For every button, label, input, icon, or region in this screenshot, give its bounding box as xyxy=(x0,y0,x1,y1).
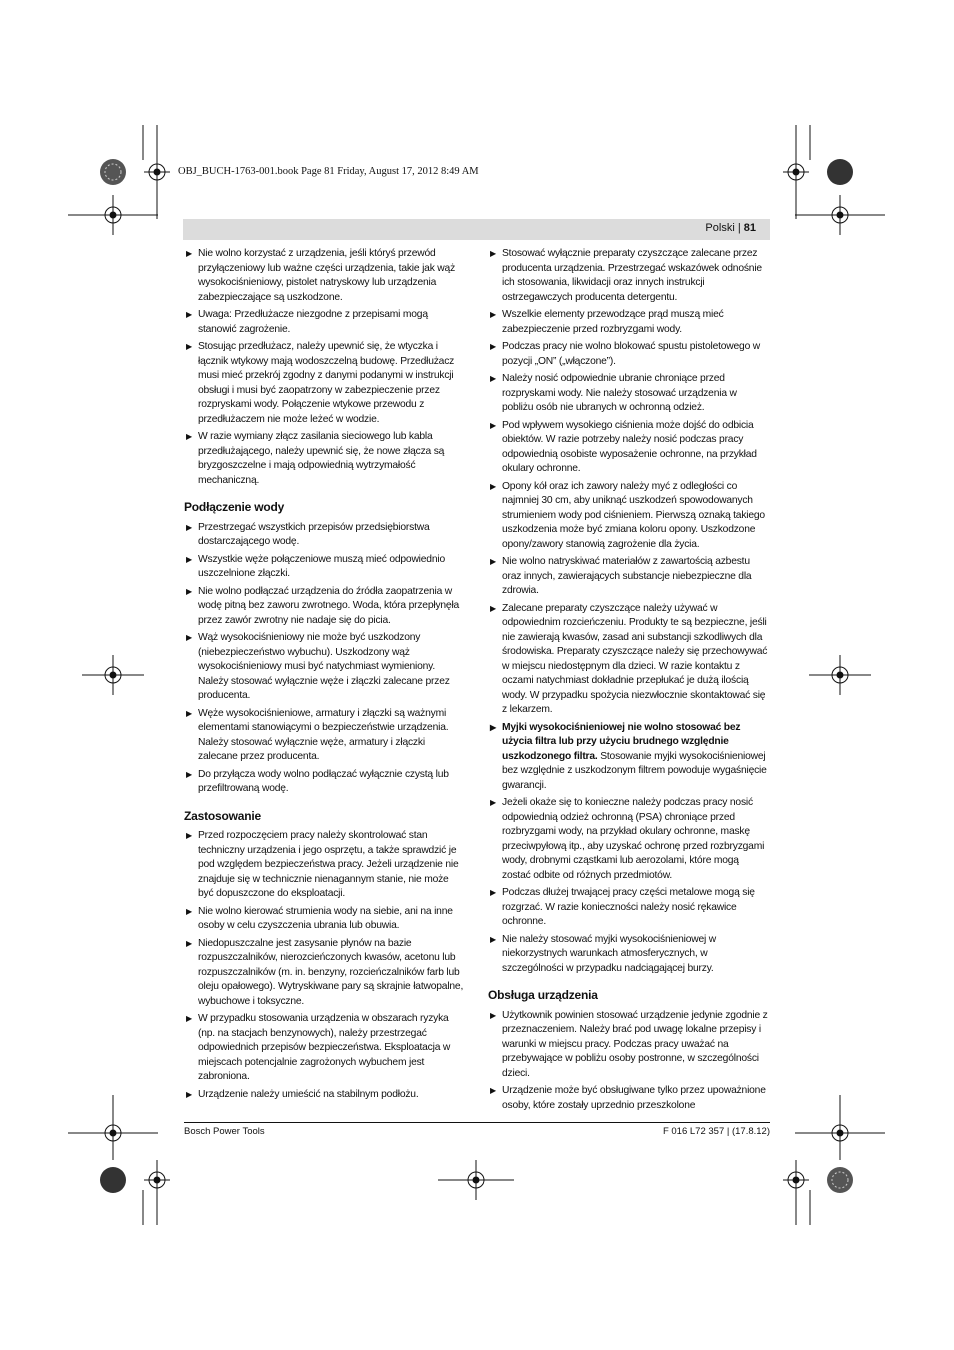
list-item: ▶ Uwaga: Przedłużacze niezgodne z przepisami mogą stanowić zagrożenie. xyxy=(186,309,428,335)
list-item: ▶ Do przyłącza wody wolno podłączać wyłącznie czystą lub przefiltrowaną wodę. xyxy=(186,768,449,794)
left-column xyxy=(184,247,466,1105)
bullet-icon: ▶ xyxy=(186,906,192,916)
crosshair-mark-icon xyxy=(144,1160,170,1225)
crosshair-mark-icon xyxy=(809,655,871,695)
bullet-icon: ▶ xyxy=(490,249,496,258)
header-language: Polski xyxy=(705,222,735,234)
page-header xyxy=(183,219,770,240)
list-item: ▶ W razie wymiany złącz zasilania sieciowego lub kabla przedłużającego, należy upewnić się, że nowe złącza są bryzgoszczelne i mają odpowiednią wytrzymałość mechaniczną. xyxy=(186,431,445,486)
list-item: ▶ Wszelkie elementy przewodzące prąd muszą mieć zabezpieczenie przed rozbryzgami wody. xyxy=(490,309,724,335)
bullet-icon: ▶ xyxy=(490,603,496,613)
list-item: ▶ Przestrzegać wszystkich przepisów przedsiębiorstwa dostarczającego wodę. xyxy=(186,521,430,547)
list-item: ▶ Podczas dłużej trwającej pracy części metalowe mogą się rozgrzać. W razie konieczności należy nosić rękawice ochronne. xyxy=(490,887,755,927)
list-item: ▶ Nie wolno natryskiwać materiałów z zawartością azbestu oraz innych, zawierających substancje niebezpieczne dla zdrowia. xyxy=(490,556,752,596)
list-item: ▶ Niedopuszczalne jest zasysanie płynów na bazie rozpuszczalników, nierozcieńczonych kwasów, acetonu lub rozpuszczalników (m. in. benzyny, rozcieńczalników farb lub oleju opałowego). Wytryskiwane pary są skrajnie łatwopalne, wybuchowe i toksyczne. xyxy=(186,937,464,1007)
list-item: ▶ Wszystkie węże połączeniowe muszą mieć odpowiednio uszczelnione złączki. xyxy=(186,553,445,579)
list-item: ▶ Nie wolno podłączać urządzenia do źródła zaopatrzenia w wodę pitną bez zaworu zwrotnego. Woda, która przepłynęła przez zawór zwrotny nie nadaje się do picia. xyxy=(186,585,460,626)
bullet-icon: ▶ xyxy=(490,1086,496,1095)
bullet-icon: ▶ xyxy=(186,1089,192,1099)
footer-publisher: Bosch Power Tools xyxy=(184,1126,265,1137)
bullet-icon: ▶ xyxy=(186,310,192,319)
bullet-icon: ▶ xyxy=(186,938,192,948)
bullet-icon: ▶ xyxy=(490,934,496,944)
section-heading-water: Podłączenie wody xyxy=(184,500,285,514)
bullet-icon: ▶ xyxy=(186,249,192,258)
footer-divider xyxy=(184,1122,770,1123)
bullet-icon: ▶ xyxy=(186,522,192,532)
crosshair-mark-icon xyxy=(438,1160,514,1200)
bullet-icon: ▶ xyxy=(186,769,192,779)
print-slug: OBJ_BUCH-1763-001.book Page 81 Friday, August 17, 2012 8:49 AM xyxy=(178,166,479,177)
footer-doc-number: F 016 L72 357 | (17.8.12) xyxy=(662,1126,770,1137)
list-item: ▶ Nie wolno kierować strumienia wody na siebie, ani na inne osoby w celu czyszczenia ubrania lub obuwia. xyxy=(186,905,453,931)
crosshair-mark-icon xyxy=(795,195,885,235)
bullet-icon: ▶ xyxy=(490,310,496,319)
list-item: ▶ Zalecane preparaty czyszczące należy używać w odpowiednim rozcieńczeniu. Produkty te są bezpieczne, jeśli nie zawierają kwasów, zasad ani substancji szkodliwych dla środowiska. Preparaty czyszczące należy się przechowywać w miejscu niedostępnym dla dzieci. W razie kontaktu z oczami natychmiast dokładnie przepłukać je dużą ilością wody. W przypadku spożycia niezwłocznie skontaktować się z lekarzem. xyxy=(490,602,768,715)
list-item: ▶ Węże wysokociśnieniowe, armatury i złączki są ważnymi elementami stanowiącymi o bezpieczeństwie urządzenia. Należy stosować wyłącznie węże, armatury i złączki zalecane przez producenta. xyxy=(186,707,449,762)
list-item: ▶ Nie należy stosować myjki wysokociśnieniowej w niekorzystnych warunkach atmosferycznych, w szczególności w przypadku nadciągającej burzy. xyxy=(490,933,716,974)
bullet-icon: ▶ xyxy=(186,831,192,840)
bullet-icon: ▶ xyxy=(186,586,192,596)
warning-bold-text: Myjki wysokociśnieniowej nie wolno stosować bez użycia filtra lub przy użyciu brudnego względnie uszkodzonego filtra. xyxy=(502,721,741,762)
crosshair-mark-icon xyxy=(82,655,144,695)
list-item: ▶ Podczas pracy nie wolno blokować spustu pistoletowego w pozycji „ON” („włączone”). xyxy=(490,341,761,367)
list-item: ▶ Opony kół oraz ich zawory należy myć z odległości co najmniej 30 cm, aby uniknąć uszkodzeń spowodowanych strumieniem wody pod ciśnieniem. Pierwszą oznaką takiego uszkodzenia może być zmiana koloru opony. Uszkodzone opony/zawory stanowią zagrożenie dla życia. xyxy=(490,480,765,550)
list-item: ▶ Nie wolno korzystać z urządzenia, jeśli któryś przewód przyłączeniowy lub ważne części urządzenia, takie jak wąż wysokociśnieniowy, pistolet natryskowy lub urządzenia zabezpieczające są uszkodzone. xyxy=(186,248,456,303)
list-item: ▶ W przypadku stosowania urządzenia w obszarach ryzyka (np. na stacjach benzynowych), należy przestrzegać odpowiednich przepisów bezpieczeństwa. Eksploatacja w miejscach potencjalnie zagrożonych wybuchem jest zabroniona. xyxy=(186,1013,451,1082)
list-item: ▶ Wąż wysokociśnieniowy nie może być uszkodzony (niebezpieczeństwo wybuchu). Uszkodzony wąż wysokociśnieniowy musi być natychmiast wymieniony. Należy stosować wyłącznie węże i złączki zalecane przez producenta. xyxy=(186,632,450,701)
bullet-icon: ▶ xyxy=(186,432,192,441)
color-target-icon xyxy=(827,1167,853,1193)
section-heading-use: Zastosowanie xyxy=(184,808,261,823)
bullet-icon: ▶ xyxy=(186,633,192,642)
color-target-icon xyxy=(100,159,126,185)
color-target-icon xyxy=(827,159,853,185)
list-item: ▶ Stosować wyłącznie preparaty czyszczące zalecane przez producenta urządzenia. Przestrzegać wskazówek odnośnie ich stosowania, likwidacji oraz innych instrukcji ostrzegawczych producenta detergentu. xyxy=(490,248,762,303)
section-heading-operation: Obsługa urządzenia xyxy=(488,988,598,1002)
bullet-icon: ▶ xyxy=(186,342,192,351)
right-column xyxy=(488,247,770,1116)
bullet-icon: ▶ xyxy=(186,554,192,564)
bullet-icon: ▶ xyxy=(490,342,496,351)
list-item: ▶ Przed rozpoczęciem pracy należy skontrolować stan techniczny urządzenia i jego osprzętu, a także sprawdzić je pod względem bezpieczeństwa pracy. Jeżeli urządzenie nie znajduje się w technicznie nienagannym stanie, nie może być dopuszczone do eksploatacji. xyxy=(186,830,459,899)
header-separator: | xyxy=(737,222,741,234)
crosshair-mark-icon xyxy=(68,1095,158,1160)
crosshair-mark-icon xyxy=(783,125,809,219)
crosshair-mark-icon xyxy=(144,125,170,219)
list-item-warning: ▶ Myjki wysokociśnieniowej nie wolno stosować bez użycia filtra lub przy użyciu brudnego względnie uszkodzonego filtra. Stosowanie myjki wysokociśnieniowej bez względnie z uszkodzonym filtrem powoduje wygaśnięcie gwarancji. xyxy=(490,721,767,791)
bullet-icon: ▶ xyxy=(490,557,496,566)
bullet-icon: ▶ xyxy=(490,374,496,383)
list-item: ▶ Jeżeli okaże się to konieczne należy podczas pracy nosić odpowiednią odzież ochronną (PSA) chroniące przed rozbryzgami wody, na przykład okulary ochronne, maskę przeciwpyłową itp., aby uzyskać ochronę przed rozbryzgami wody, drobnymi cząstkami lub aerozolami, które mogą zostać odbite od różnych przedmiotów. xyxy=(490,797,765,881)
bullet-icon: ▶ xyxy=(490,722,496,732)
page-number: 81 xyxy=(743,222,756,234)
bullet-icon: ▶ xyxy=(490,420,496,430)
bullet-icon: ▶ xyxy=(490,888,496,897)
bullet-icon: ▶ xyxy=(490,798,496,807)
list-item: ▶ Użytkownik powinien stosować urządzenie jedynie zgodnie z przeznaczeniem. Należy brać pod uwagę lokalne przepisy i warunki w miejscu pracy. Podczas pracy uważać na przebywające w pobliżu osoby postronne, w szczególności dzieci. xyxy=(490,1009,768,1079)
list-item: ▶ Pod wpływem wysokiego ciśnienia może dojść do odbicia obiektów. W razie potrzeby należy nosić podczas pracy odpowiednią osobiste wyposażenie ochronne, na przykład okulary ochronne. xyxy=(490,419,757,474)
list-item: ▶ Należy nosić odpowiednie ubranie chroniące przed rozpryskami wody. Nie należy stosować urządzenia w pobliżu osób nie ubranych w ochronną odzież. xyxy=(490,373,737,413)
bullet-icon: ▶ xyxy=(186,708,192,718)
list-item: ▶ Urządzenie może być obsługiwane tylko przez upoważnione osoby, które zostały uprzednio przeszkolone xyxy=(490,1085,766,1111)
color-target-icon xyxy=(100,1167,126,1193)
bullet-icon: ▶ xyxy=(490,481,496,491)
crosshair-mark-icon xyxy=(783,1160,809,1225)
list-item: ▶ Stosując przedłużacz, należy upewnić się, że wtyczka i łącznik wtykowy mają wodoszczelną budowę. Przedłużacz musi mieć przekrój zgodny z danymi podanymi w instrukcji obsługi i musi być zaopatrzony w zabezpieczenie przez rozpryskami wody. Połączenie wtykowe przewodu z przedłużaczem nie może leżeć w wodzie. xyxy=(186,341,455,425)
list-item: ▶ Urządzenie należy umieścić na stabilnym podłożu. xyxy=(184,1088,466,1103)
crosshair-mark-icon xyxy=(68,195,158,235)
bullet-icon: ▶ xyxy=(186,1014,192,1023)
crosshair-mark-icon xyxy=(795,1095,885,1160)
header-text xyxy=(705,222,756,234)
bullet-icon: ▶ xyxy=(490,1010,496,1020)
